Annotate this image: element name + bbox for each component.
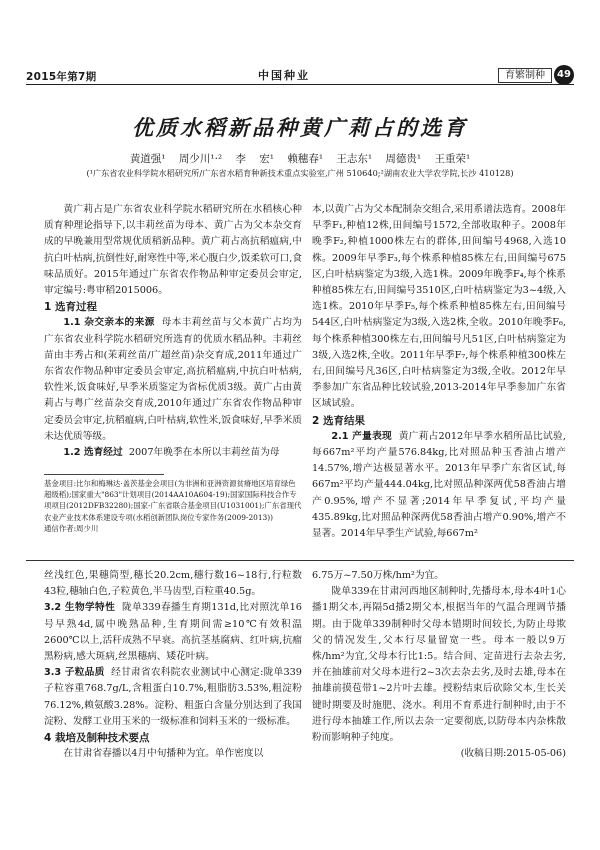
received-date: (收稿日期:2015-05-06) bbox=[460, 748, 566, 760]
paragraph-1-1-text: 母本丰莉丝苗与父本黄广占均为广东省农业科学院水稻研究所选育的优质水稻品种。丰莉丝苗由丰秀占和(茉莉丝苗/广超丝苗)杂交育成,2011年通过广东省农作物品种审定委员会审定,高抗稻瘟病,中抗白叶枯病,软性米,饭食味好,早季米质鉴定为省标优质3级。黄广占由黄莉占与粤广丝苗杂交育成,2010年通过广东省农作物品种审定委员会审定,抗稻瘟病,白叶枯病,软性米,饭食味好,早季米质未达优质等级。 bbox=[44, 317, 302, 442]
paragraph-2-1-text: 黄广莉占2012年早季水稻所品比试验,每667m²平均产量576.84kg,比对照品种玉香油占增产14.57%,增产达极显著水平。2013年早季广东省区试,每667m²平均产量444.04kg,比对照品种深两优58香油占增产0.95%,增产不显著;2014年早季复试,平均产量435.89kg,比对照品种深两优58香油占增产0.90%,增产不显著。2014年早季生产试验,每667m² bbox=[312, 430, 566, 540]
section-label: 育繁制种 bbox=[498, 68, 552, 83]
paragraph-3-3 bbox=[44, 665, 302, 730]
footnote-rule bbox=[44, 474, 164, 475]
paragraph-1-2 bbox=[44, 445, 302, 461]
paragraph-3-2-text: 陇单339春播生育期131d,比对照沈单16号早熟4d,属中晚熟品种,生育期间需≥10℃有效积温2600℃以上,活秆成熟不早衰。高抗茎基腐病、红叶病,抗瘤黑粉病,感大斑病,丝黑穗病、矮花叶病。 bbox=[44, 602, 302, 663]
paragraph-3-2 bbox=[44, 600, 302, 665]
section-heading-4: 4 栽培及制种技术要点 bbox=[44, 732, 150, 745]
paragraph-seed-production: 陇单339在甘肃河西地区制种时,先播母本,母本4叶1心播1期父本,再隔5d播2期父本,根据当年的气温合理调节播期。由于陇单339制种时父母本错期时间较长,为防止母欺父的情况发生,父本行尽量留宽一些。母本一般以9万株/hm²为宜,父母本行比1:5。结合间、定苗进行去杂去劣,并在抽雄前对父母本进行2~3次去杂去劣,及时去雄,母本在抽雄前摸苞带1~2片叶去雄。授粉结束后砍除父本,生长关键时期要及时施肥、浇水。利用不育系进行制种时,由于不进行母本抽雄工作,所以去杂一定要彻底,以防母本内杂株散粉而影响种子纯度。 bbox=[312, 586, 566, 744]
column-right-lower bbox=[312, 568, 566, 762]
subheading-2-1: 2.1 产量表现 bbox=[331, 430, 392, 442]
footnote bbox=[44, 478, 302, 534]
subheading-1-1: 1.1 杂交亲本的来源 bbox=[63, 317, 155, 329]
column-left-lower bbox=[44, 568, 302, 762]
issue-label: 2015年第7期 bbox=[26, 71, 97, 83]
header-rule bbox=[26, 84, 574, 85]
corresponding-author: 通信作者:周少川 bbox=[44, 523, 99, 533]
paragraph-2-1 bbox=[312, 429, 566, 542]
running-header bbox=[26, 66, 574, 88]
column-left-upper bbox=[44, 202, 302, 461]
affiliation: (¹广东省农业科学院水稻研究所/广东省水稻育种新技术重点实验室,广州 510640;²湖南农业大学农学院,长沙 410128) bbox=[86, 168, 514, 178]
subheading-1-2: 1.2 选育经过 bbox=[63, 447, 123, 459]
paragraph-1-2-text: 2007年晚季在本所以丰莉丝苗为母 bbox=[128, 447, 280, 459]
author-list: 黄道强¹ 周少川¹·² 李 宏¹ 赖穗春¹ 王志东¹ 周德贵¹ 王重荣¹ bbox=[129, 153, 471, 165]
intro-paragraph: 黄广莉占是广东省农业科学院水稻研究所在水稻核心种质育种理论指导下,以丰莉丝苗为母本、黄广占为父本杂交育成的早晚兼用型常规优质稻新品种。黄广莉占高抗稻瘟病,中抗白叶枯病,抗倒性好,耐寒性中等,米心腹白少,饭柔软可口,食味品质好。2015年通过广东省农作物品种审定委员会审定,审定编号:粤审稻2015006。 bbox=[44, 204, 302, 297]
section-heading-2: 2 选育结果 bbox=[312, 414, 365, 427]
column-right-upper bbox=[312, 202, 566, 542]
page-number: 49 bbox=[554, 65, 574, 85]
section-heading-1: 1 选育过程 bbox=[44, 301, 97, 314]
subheading-3-3: 3.3 子粒品质 bbox=[44, 667, 105, 679]
funding-note: 基金项目:比尔和梅琳达·盖茨基金会项目(为非洲和亚洲资源贫瘠地区培育绿色超级稻);国家重大"863"计划项目(2014AA10A604-19);国家国际科技合作专项项目(2012DFB32280);国家-广东省联合基金项目(U1031001);广东省现代农业产业技术体系建设专项(水稻创新团队岗位专家作务(2009-2013)) bbox=[44, 479, 302, 522]
paragraph-4: 在甘肃省春播以4月中旬播种为宜。单作密度以 bbox=[63, 748, 264, 760]
paragraph-breeding-process: 本,以黄广占为父本配制杂交组合,采用系谱法选育。2008年早季F₁,种植12株,田间编号1572,全部收取种子。2008年晚季F₂,种植1000株左右的群体,田间编号4968,入选10株。2009年早季F₃,每个株系种植85株左右,田间编号675区,白叶枯病鉴定为3级,入选1株。2009年晚季F₄,每个株系种植85株左右,田间编号3510区,白叶枯病鉴定为3~4级,入选1株。2010年早季F₅,每个株系种植85株左右,田间编号544区,白叶枯病鉴定为3级,入选2株,全收。2010年晚季F₆,每个株系种植300株左右,田间编号凡51区,白叶枯病鉴定为3级,入选2株,全收。2011年早季F₇,每个株系种植300株左右,田间编号凡36区,白叶枯病鉴定为3级,全收。2012年早季参加广东省品种比较试验,2013-2014年早季参加广东省区域试验。 bbox=[312, 204, 566, 410]
journal-name: 中国种业 bbox=[258, 69, 310, 82]
continued-paragraph-right: 6.75万~7.50万株/hm²为宜。 bbox=[312, 570, 444, 581]
article-divider bbox=[26, 560, 574, 561]
article-title: 优质水稻新品种黄广莉占的选育 bbox=[132, 115, 468, 140]
paragraph-1-1 bbox=[44, 315, 302, 445]
paragraph-3-3-text: 经甘肃省农科院农业测试中心测定:陇单339子粒容重768.7g/L,含粗蛋白10.7%,粗脂肪3.53%,粗淀粉76.12%,赖氨酸3.28%。淀粉、粗蛋白含量分别达到了我国淀粉、发酵工业用玉米的一级标准和饲料玉米的一级标准。 bbox=[44, 667, 302, 727]
continued-paragraph: 丝浅红色,果穗筒型,穗长20.2cm,穗行数16~18行,行粒数43粒,穗轴白色,子粒黄色,半马齿型,百粒重40.5g。 bbox=[44, 570, 302, 598]
subheading-3-2: 3.2 生物学特性 bbox=[44, 602, 116, 614]
